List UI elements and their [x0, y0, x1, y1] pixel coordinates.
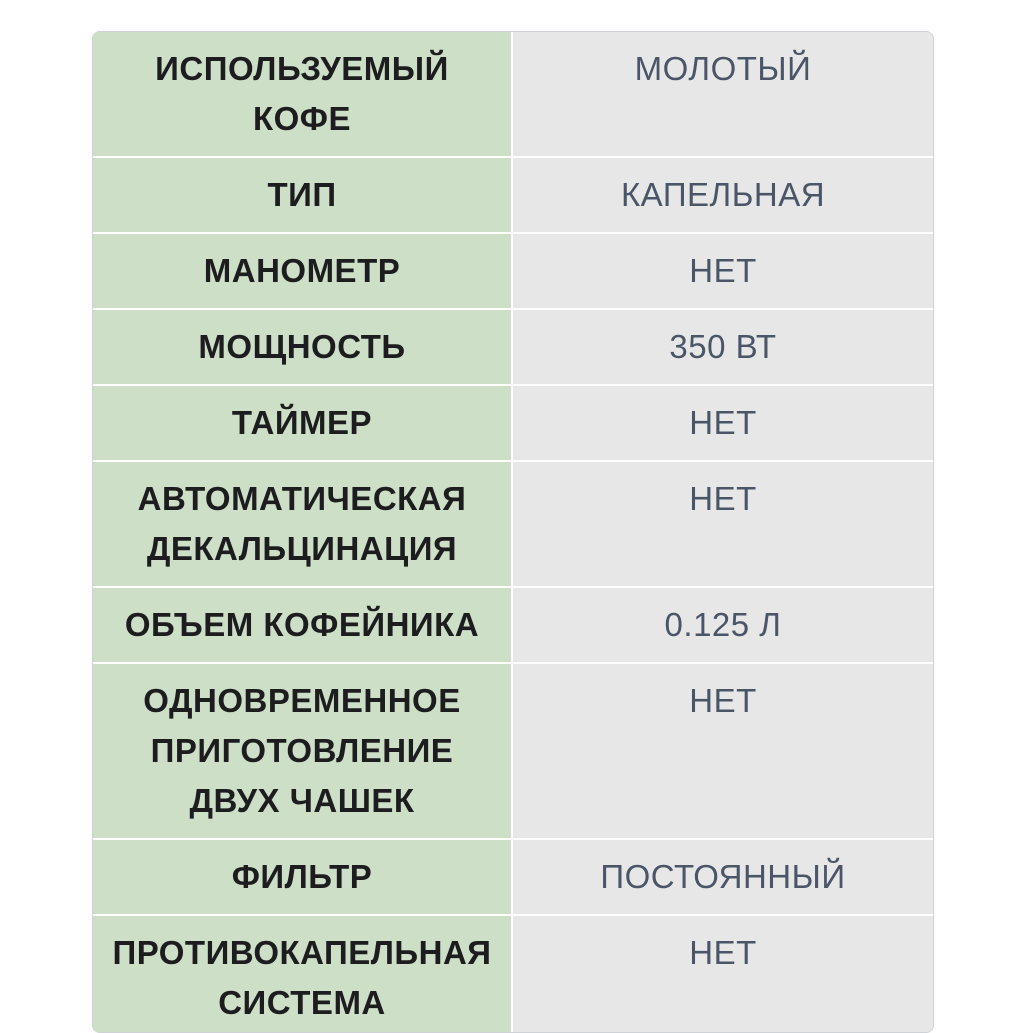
spec-label-text: ФИЛЬТР: [231, 858, 373, 895]
spec-value-text: НЕТ: [689, 682, 757, 719]
spec-value: [512, 839, 933, 915]
spec-label-text: ТАЙМЕР: [231, 404, 373, 441]
table-row: [93, 663, 933, 839]
spec-table: [93, 32, 933, 1033]
spec-label: [93, 915, 512, 1033]
spec-value: [512, 461, 933, 587]
spec-label-text: ОБЪЕМ КОФЕЙНИКА: [124, 606, 480, 643]
spec-value: [512, 309, 933, 385]
spec-label-text: ТИП: [267, 176, 337, 213]
spec-label: [93, 663, 512, 839]
table-row: [93, 915, 933, 1033]
table-row: [93, 839, 933, 915]
spec-value-text: НЕТ: [689, 934, 757, 971]
spec-label: [93, 233, 512, 309]
spec-value-text: КАПЕЛЬНАЯ: [620, 176, 826, 213]
spec-value: [512, 587, 933, 663]
spec-value: [512, 385, 933, 461]
spec-label: [93, 309, 512, 385]
table-row: [93, 32, 933, 157]
spec-value-text: НЕТ: [689, 404, 757, 441]
spec-label: [93, 461, 512, 587]
spec-label-text: АВТОМАТИЧЕСКАЯ ДЕКАЛЬЦИНАЦИЯ: [137, 480, 467, 567]
spec-value-text: НЕТ: [689, 252, 757, 289]
spec-value: [512, 915, 933, 1033]
spec-label: [93, 587, 512, 663]
table-row: [93, 309, 933, 385]
spec-value: [512, 157, 933, 233]
spec-value: [512, 233, 933, 309]
table-row: [93, 157, 933, 233]
spec-label-text: МАНОМЕТР: [203, 252, 401, 289]
table-row: [93, 461, 933, 587]
table-row: [93, 385, 933, 461]
spec-label: [93, 385, 512, 461]
spec-table-container: [92, 31, 934, 1033]
spec-value-text: 0.125 Л: [664, 606, 782, 643]
spec-label-text: ПРОТИВОКАПЕЛЬНАЯ СИСТЕМА: [112, 934, 492, 1021]
spec-label-text: МОЩНОСТЬ: [198, 328, 406, 365]
spec-label: [93, 839, 512, 915]
spec-label: [93, 157, 512, 233]
spec-value-text: ПОСТОЯННЫЙ: [600, 858, 846, 895]
spec-label-text: ИСПОЛЬЗУЕМЫЙ КОФЕ: [155, 50, 449, 137]
spec-value-text: МОЛОТЫЙ: [634, 50, 812, 87]
spec-label-text: ОДНОВРЕМЕННОЕ ПРИГОТОВЛЕНИЕ ДВУХ ЧАШЕК: [143, 682, 461, 819]
spec-value-text: НЕТ: [689, 480, 757, 517]
spec-value: [512, 663, 933, 839]
spec-value-text: 350 ВТ: [669, 328, 777, 365]
spec-label: [93, 32, 512, 157]
table-row: [93, 587, 933, 663]
spec-value: [512, 32, 933, 157]
table-row: [93, 233, 933, 309]
